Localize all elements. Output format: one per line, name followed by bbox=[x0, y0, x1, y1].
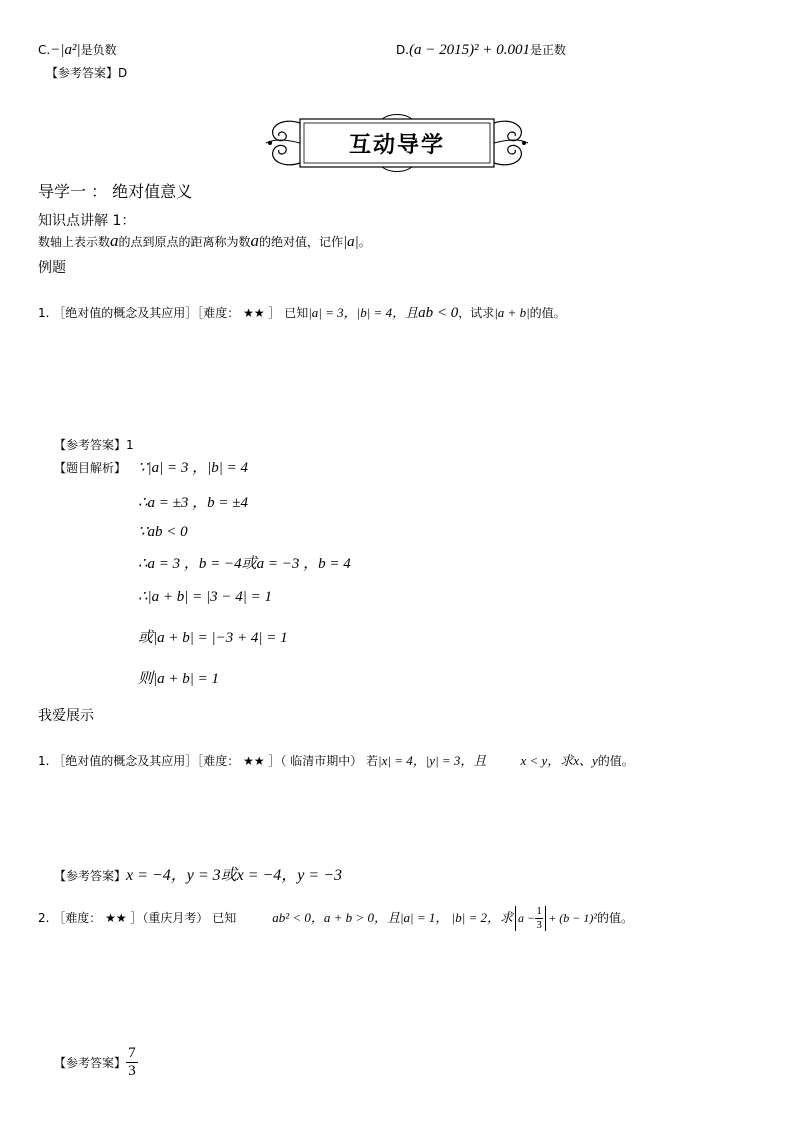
def-suffix: 的绝对值，记作 bbox=[259, 235, 344, 249]
option-d-expr: (a − 2015)² + 0.001 bbox=[409, 42, 531, 58]
def-var2: a bbox=[250, 231, 260, 250]
def-notation: |a| bbox=[343, 234, 359, 250]
example1-prefix: 1. ［绝对值的概念及其应用］［难度： ★★ ］ 已知 bbox=[38, 306, 309, 320]
example1-cond: ab < 0 bbox=[418, 305, 459, 321]
show-q1-answer-label: 【参考答案】 bbox=[54, 869, 127, 883]
example1-ask: ，试求 bbox=[458, 306, 495, 320]
step-line: 或|a + b| = |−3 + 4| = 1 bbox=[138, 630, 288, 646]
show-q1-expr: |x| = 4，|y| = 3，且 bbox=[378, 753, 487, 768]
show-q2-answer-label: 【参考答案】 bbox=[54, 1056, 127, 1070]
def-var: a bbox=[110, 231, 119, 250]
show-q2-tail: 的值。 bbox=[596, 911, 633, 925]
example1-expr: |a| = 3，|b| = 4，且 bbox=[308, 305, 419, 320]
option-d-suffix: 是正数 bbox=[530, 43, 567, 57]
abs-expr-frac bbox=[535, 906, 543, 931]
option-c-expr: −|a²| bbox=[50, 42, 81, 58]
section-banner bbox=[262, 113, 532, 173]
example1-answer: 【参考答案】1 bbox=[54, 438, 134, 452]
option-d-label: D. bbox=[396, 43, 410, 57]
show-q1-prefix: 1. ［绝对值的概念及其应用］［难度： ★★ ］（ 临清市期中） 若 bbox=[38, 754, 379, 768]
show-q1-tail: 的值。 bbox=[597, 754, 634, 768]
step-line: ∴a = 3 ，b = −4或a = −3 ，b = 4 bbox=[138, 556, 351, 572]
show-q1 bbox=[38, 750, 634, 769]
abs-expr-b: + (b − 1)² bbox=[548, 911, 597, 925]
analysis-label: 【题目解析】 bbox=[54, 461, 127, 475]
show-q1-cond: x < y，求x、y bbox=[520, 753, 598, 768]
show-q1-answer bbox=[54, 862, 342, 885]
step-line: 则|a + b| = 1 bbox=[138, 671, 219, 687]
show-q2-cond: ab² < 0，a + b > 0，且|a| = 1， |b| = 2，求 bbox=[272, 910, 514, 925]
abs-expr bbox=[515, 906, 546, 931]
show-q2-answer-frac bbox=[126, 1046, 138, 1079]
option-c-suffix: 是负数 bbox=[80, 43, 117, 57]
knowledge-label: 知识点讲解 1： bbox=[38, 213, 136, 229]
example1-tail: 的值。 bbox=[529, 306, 566, 320]
option-c bbox=[38, 41, 117, 59]
abs-frac-den: 3 bbox=[536, 919, 542, 931]
example-label: 例题 bbox=[38, 260, 66, 276]
show-title: 我爱展示 bbox=[38, 708, 94, 724]
answer-frac-num: 7 bbox=[128, 1045, 136, 1061]
definition-line bbox=[38, 231, 371, 251]
answer-top: 【参考答案】D bbox=[46, 66, 128, 80]
answer-frac-den: 3 bbox=[128, 1063, 136, 1079]
section-title: 导学一 ： 绝对值意义 bbox=[38, 182, 193, 201]
show-q1-answer-value: x = −4，y = 3或x = −4，y = −3 bbox=[126, 867, 343, 884]
option-d bbox=[396, 41, 566, 59]
def-prefix: 数轴上表示数 bbox=[38, 235, 111, 249]
show-q2-answer bbox=[54, 1046, 138, 1079]
banner-title: 互动导学 bbox=[348, 131, 445, 158]
def-mid: 的点到原点的距离称为数 bbox=[118, 235, 251, 249]
example1-target: |a + b| bbox=[494, 305, 530, 320]
option-c-label: C. bbox=[38, 43, 51, 57]
example1-question bbox=[38, 302, 566, 322]
step-line: ∵ab < 0 bbox=[138, 524, 188, 540]
step-line: ∴a = ±3 ，b = ±4 bbox=[138, 495, 249, 511]
abs-expr-a: a − bbox=[518, 911, 536, 925]
def-end: 。 bbox=[358, 235, 371, 249]
step-line: ∵|a| = 3 ，|b| = 4 bbox=[138, 460, 249, 476]
abs-frac-num: 1 bbox=[536, 905, 542, 917]
show-q2 bbox=[38, 906, 633, 931]
step-line: ∴|a + b| = |3 − 4| = 1 bbox=[138, 589, 273, 605]
show-q2-prefix: 2. ［难度： ★★ ］（重庆月考） 已知 bbox=[38, 911, 237, 925]
